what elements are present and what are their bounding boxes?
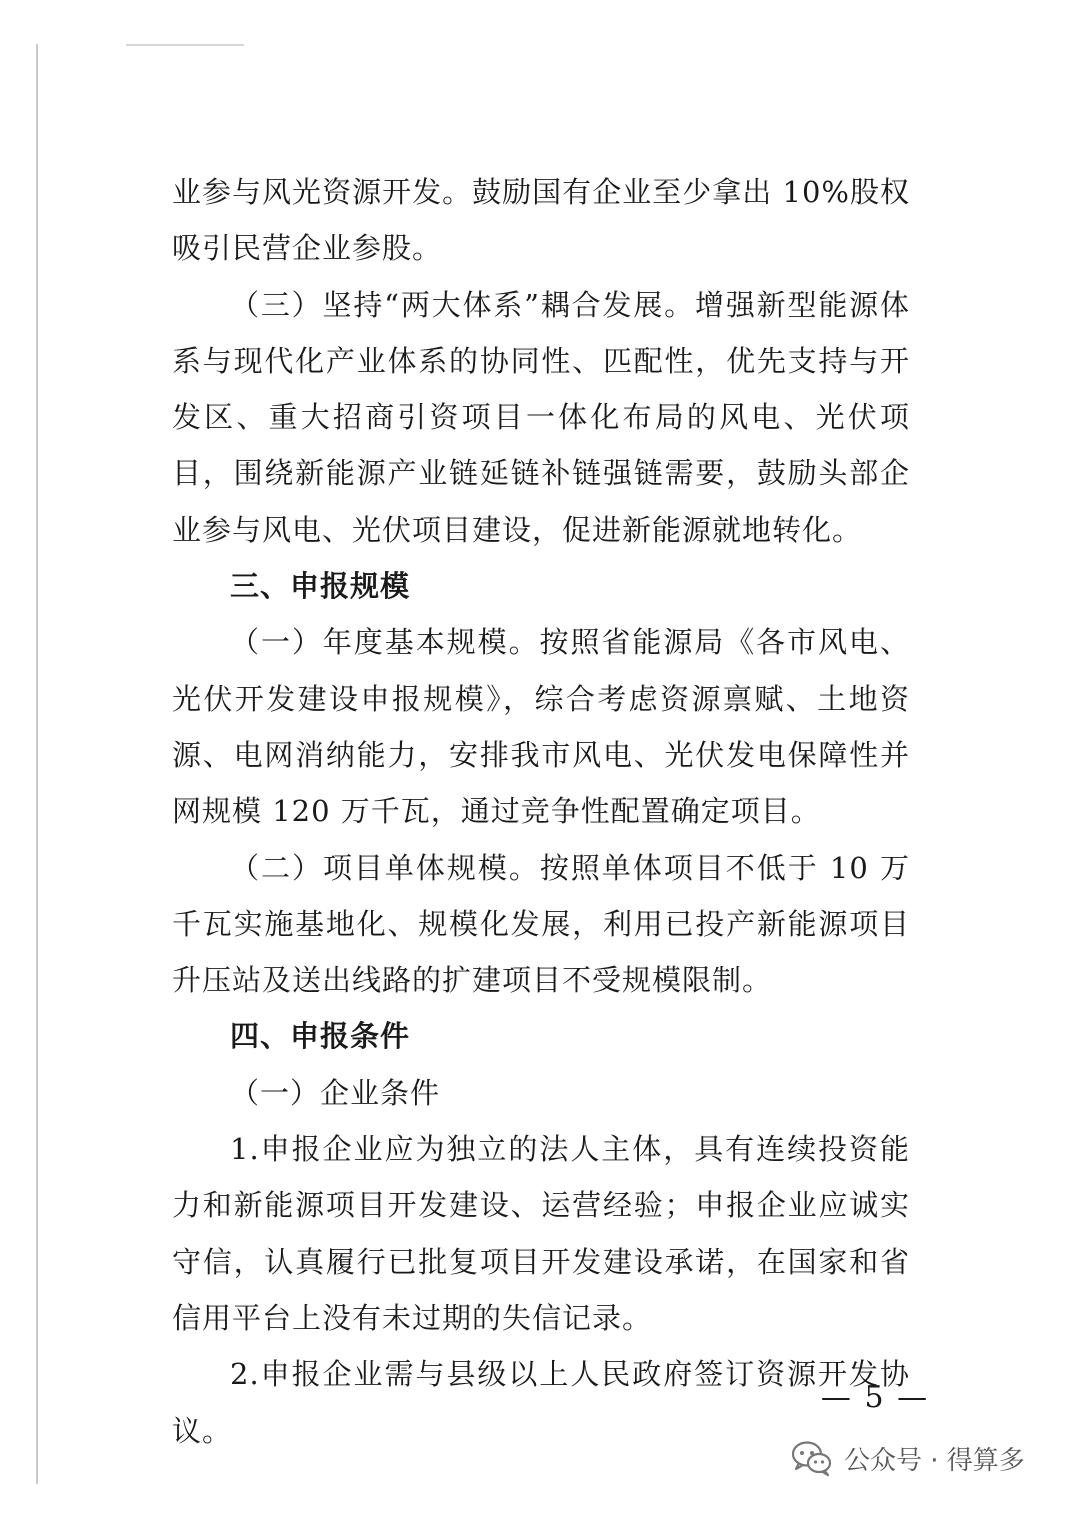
section-heading-scale: 三、申报规模 bbox=[230, 569, 411, 604]
paragraph-project-scale: （二）项目单体规模。按照单体项目不低于 10 万千瓦实施基地化、规模化发展，利用已投产新能源项目升压站及送出线路的扩建项目不受规模限制。 bbox=[172, 850, 910, 998]
wechat-official-account-icon bbox=[790, 1438, 834, 1478]
paragraph-condition-2: 2.申报企业需与县级以上人民政府签订资源开发协议。 bbox=[172, 1357, 910, 1448]
page-number: — 5 — bbox=[820, 1380, 930, 1415]
watermark-text: 公众号 · 得算多 bbox=[844, 1445, 1025, 1476]
subheading-enterprise-conditions: （一）企业条件 bbox=[230, 1075, 441, 1110]
paragraph-continuation: 业参与风光资源开发。鼓励国有企业至少拿出 10%股权吸引民营企业参股。 bbox=[172, 175, 910, 266]
section-heading-conditions: 四、申报条件 bbox=[230, 1019, 411, 1054]
watermark bbox=[790, 1434, 1025, 1482]
scan-border-left bbox=[36, 44, 38, 1484]
paragraph-dual-system: （三）坚持“两大体系”耦合发展。增强新型能源体系与现代化产业体系的协同性、匹配性，优先支持与开发区、重大招商引资项目一体化布局的风电、光伏项目，围绕新能源产业链延链补链强链需要，鼓励头部企业参与风电、光伏项目建设，促进新能源就地转化。 bbox=[172, 287, 910, 547]
paragraph-annual-scale: （一）年度基本规模。按照省能源局《各市风电、光伏开发建设申报规模》，综合考虑资源禀赋、土地资源、电网消纳能力，安排我市风电、光伏发电保障性并网规模 120 万千瓦，通过竞争性配置确定项目。 bbox=[172, 625, 910, 829]
scan-border-top bbox=[126, 44, 244, 46]
document-body bbox=[172, 164, 910, 1459]
paragraph-condition-1: 1.申报企业应为独立的法人主体，具有连续投资能力和新能源项目开发建设、运营经验；申报企业应诚实守信，认真履行已批复项目开发建设承诺，在国家和省信用平台上没有未过期的失信记录。 bbox=[172, 1132, 910, 1335]
